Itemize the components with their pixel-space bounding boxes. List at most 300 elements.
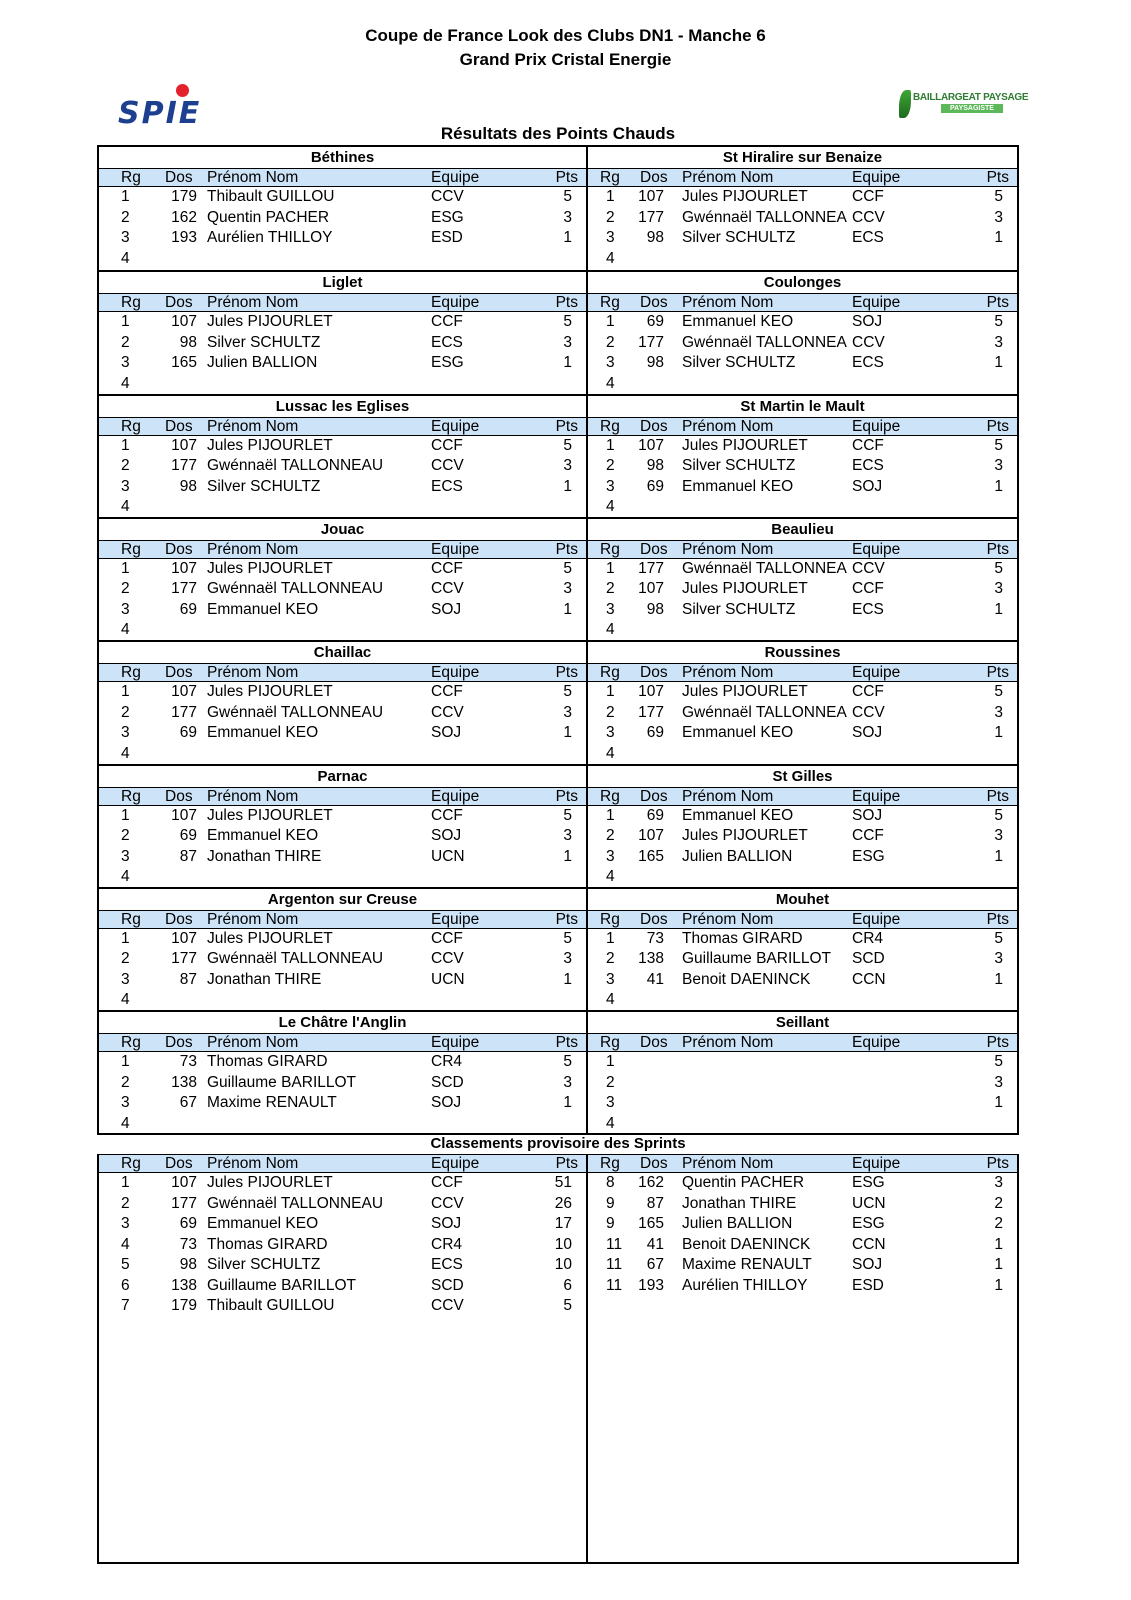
cell-pts: 1 xyxy=(994,229,1003,246)
cell-equipe: SOJ xyxy=(852,806,883,824)
result-block xyxy=(588,1010,1017,1133)
table-row xyxy=(99,702,586,723)
cell-nom: Gwénnaël TALLONNEA xyxy=(682,208,847,226)
col-rg-header: Rg xyxy=(600,787,620,805)
table-row xyxy=(99,1193,586,1214)
cell-dos: 162 xyxy=(171,208,197,226)
result-block xyxy=(99,517,586,640)
cell-rg: 4 xyxy=(606,374,615,392)
cell-nom: Silver SCHULTZ xyxy=(682,229,796,246)
cell-pts: 5 xyxy=(563,1297,572,1314)
col-pts-header: Pts xyxy=(986,1034,1009,1052)
col-equipe-header: Equipe xyxy=(852,1034,901,1052)
cell-rg: 3 xyxy=(121,600,130,618)
cell-nom: Aurélien THILLOY xyxy=(682,1276,808,1294)
cell-equipe: SOJ xyxy=(431,600,462,618)
table-row xyxy=(588,928,1017,949)
cell-equipe: CCV xyxy=(852,333,885,351)
col-pts-header: Pts xyxy=(986,294,1009,312)
cell-nom: Silver SCHULTZ xyxy=(682,600,796,618)
cell-nom: Jules PIJOURLET xyxy=(682,436,808,454)
cell-nom: Jules PIJOURLET xyxy=(207,929,333,947)
cell-rg: 11 xyxy=(606,1276,623,1294)
cell-nom: Gwénnaël TALLONNEAU xyxy=(207,950,384,968)
cell-pts: 3 xyxy=(563,333,572,351)
table-header xyxy=(99,417,586,436)
col-nom-header: Prénom Nom xyxy=(682,1155,774,1172)
col-dos-header: Dos xyxy=(640,910,668,928)
cell-nom: Jules PIJOURLET xyxy=(682,188,808,205)
col-pts-header: Pts xyxy=(986,417,1009,435)
col-equipe-header: Equipe xyxy=(431,1034,480,1052)
cell-pts: 5 xyxy=(563,806,572,824)
cell-rg: 4 xyxy=(606,249,615,267)
cell-equipe: CCV xyxy=(852,559,885,577)
cell-nom: Guillaume BARILLOT xyxy=(682,950,832,968)
cell-rg: 1 xyxy=(606,683,615,701)
col-dos-header: Dos xyxy=(640,417,668,435)
col-equipe-header: Equipe xyxy=(852,787,901,805)
cell-dos: 107 xyxy=(638,683,664,701)
col-nom-header: Prénom Nom xyxy=(682,169,774,186)
col-nom-header: Prénom Nom xyxy=(682,540,774,558)
cell-equipe: SOJ xyxy=(852,1256,883,1273)
cell-pts: 5 xyxy=(994,929,1003,947)
cell-dos: 177 xyxy=(171,457,197,475)
cell-equipe: ECS xyxy=(431,477,463,495)
table-row xyxy=(588,1051,1017,1072)
cell-rg: 11 xyxy=(606,1256,623,1273)
cell-dos: 98 xyxy=(179,477,197,495)
table-row xyxy=(99,1051,586,1072)
col-rg-header: Rg xyxy=(121,664,141,682)
cell-rg: 1 xyxy=(121,806,130,824)
cell-equipe: SOJ xyxy=(852,477,883,495)
cell-pts: 1 xyxy=(994,1094,1003,1112)
block-location: Argenton sur Creuse xyxy=(267,890,418,908)
cell-pts: 5 xyxy=(563,313,572,331)
cell-rg: 2 xyxy=(606,703,615,721)
table-row xyxy=(588,619,1017,640)
col-equipe-header: Equipe xyxy=(431,169,480,186)
col-equipe-header: Equipe xyxy=(852,540,901,558)
cell-rg: 4 xyxy=(121,498,130,516)
cell-rg: 4 xyxy=(606,1114,615,1132)
cell-equipe: CCF xyxy=(431,1174,463,1191)
cell-nom: Benoit DAENINCK xyxy=(682,1235,811,1253)
cell-nom: Aurélien THILLOY xyxy=(207,229,333,246)
cell-nom: Jules PIJOURLET xyxy=(207,683,333,701)
result-block xyxy=(99,147,586,270)
cell-rg: 1 xyxy=(606,313,615,331)
table-row xyxy=(99,989,586,1010)
cell-equipe: SOJ xyxy=(431,827,462,844)
table-header xyxy=(99,540,586,559)
cell-pts: 5 xyxy=(563,683,572,701)
block-location: Mouhet xyxy=(775,890,830,908)
cell-equipe: ESG xyxy=(852,1215,885,1232)
table-row xyxy=(99,846,586,867)
block-location: Liglet xyxy=(322,274,363,292)
cell-nom: Jules PIJOURLET xyxy=(682,580,808,598)
cell-rg: 1 xyxy=(606,559,615,577)
col-rg-header: Rg xyxy=(121,169,141,186)
cell-pts: 1 xyxy=(563,354,572,372)
cell-pts: 3 xyxy=(563,1073,572,1091)
block-location: Béthines xyxy=(310,149,375,166)
table-header xyxy=(99,663,586,682)
cell-equipe: CCV xyxy=(852,703,885,721)
col-nom-header: Prénom Nom xyxy=(207,1155,299,1172)
col-equipe-header: Equipe xyxy=(852,1155,901,1172)
cell-equipe: ESG xyxy=(431,354,464,372)
cell-equipe: ECS xyxy=(852,229,884,246)
cell-rg: 9 xyxy=(606,1194,615,1212)
cell-nom: Jules PIJOURLET xyxy=(207,436,333,454)
cell-rg: 4 xyxy=(121,744,130,762)
cell-dos: 107 xyxy=(171,929,197,947)
col-dos-header: Dos xyxy=(640,1155,668,1172)
table-row xyxy=(99,743,586,764)
cell-rg: 4 xyxy=(121,1235,130,1253)
cell-pts: 3 xyxy=(994,827,1003,844)
cell-pts: 3 xyxy=(994,950,1003,968)
table-row xyxy=(588,1113,1017,1134)
cell-equipe: CCF xyxy=(852,683,884,701)
table-header xyxy=(99,910,586,929)
cell-rg: 2 xyxy=(121,457,130,475)
cell-equipe: CR4 xyxy=(431,1235,463,1253)
col-rg-header: Rg xyxy=(600,169,620,186)
col-dos-header: Dos xyxy=(640,294,668,312)
cell-dos: 177 xyxy=(638,559,664,577)
table-header xyxy=(99,168,586,187)
cell-rg: 4 xyxy=(606,621,615,639)
cell-rg: 3 xyxy=(121,1094,130,1112)
col-pts-header: Pts xyxy=(986,787,1009,805)
cell-rg: 7 xyxy=(121,1297,130,1314)
points-chauds-title: Résultats des Points Chauds xyxy=(440,124,676,143)
block-location: St Gilles xyxy=(772,767,833,785)
col-nom-header: Prénom Nom xyxy=(682,417,774,435)
col-equipe-header: Equipe xyxy=(431,294,480,312)
cell-pts: 3 xyxy=(563,950,572,968)
cell-nom: Gwénnaël TALLONNEA xyxy=(682,559,847,577)
col-rg-header: Rg xyxy=(600,417,620,435)
cell-pts: 1 xyxy=(994,477,1003,495)
col-pts-header: Pts xyxy=(986,540,1009,558)
cell-rg: 3 xyxy=(121,354,130,372)
cell-rg: 1 xyxy=(121,436,130,454)
cell-equipe: CCN xyxy=(852,1235,886,1253)
cell-rg: 2 xyxy=(606,457,615,475)
cell-pts: 1 xyxy=(994,970,1003,988)
cell-nom: Thibault GUILLOU xyxy=(207,188,335,205)
cell-dos: 73 xyxy=(179,1053,197,1071)
cell-pts: 2 xyxy=(994,1215,1003,1232)
cell-pts: 3 xyxy=(994,208,1003,226)
col-dos-header: Dos xyxy=(165,1034,193,1052)
col-nom-header: Prénom Nom xyxy=(207,540,299,558)
cell-dos: 107 xyxy=(171,313,197,331)
cell-dos: 107 xyxy=(171,436,197,454)
block-location: Chaillac xyxy=(313,644,372,662)
cell-rg: 4 xyxy=(606,991,615,1009)
cell-dos: 177 xyxy=(171,580,197,598)
cell-nom: Emmanuel KEO xyxy=(207,600,319,618)
cell-nom: Benoit DAENINCK xyxy=(682,970,811,988)
table-row xyxy=(99,311,586,332)
cell-equipe: SCD xyxy=(431,1276,464,1294)
cell-nom: Guillaume BARILLOT xyxy=(207,1073,357,1091)
cell-dos: 138 xyxy=(638,950,664,968)
cell-dos: 41 xyxy=(646,1235,664,1253)
cell-dos: 69 xyxy=(179,1215,197,1232)
cell-rg: 2 xyxy=(121,827,130,844)
table-row xyxy=(588,948,1017,969)
cell-equipe: CCV xyxy=(852,208,885,226)
table-row xyxy=(99,476,586,497)
cell-pts: 1 xyxy=(563,229,572,246)
cell-nom: Silver SCHULTZ xyxy=(207,1256,321,1273)
col-pts-header: Pts xyxy=(555,294,578,312)
cell-pts: 51 xyxy=(554,1174,572,1191)
cell-dos: 73 xyxy=(646,929,664,947)
block-location: St Hiralire sur Benaize xyxy=(722,149,883,166)
cell-pts: 5 xyxy=(994,188,1003,205)
col-pts-header: Pts xyxy=(555,910,578,928)
block-location: Lussac les Eglises xyxy=(275,397,410,415)
table-header xyxy=(588,663,1017,682)
cell-rg: 4 xyxy=(606,744,615,762)
cell-rg: 2 xyxy=(121,208,130,226)
cell-equipe: UCN xyxy=(431,970,465,988)
col-dos-header: Dos xyxy=(165,417,193,435)
cell-nom: Jules PIJOURLET xyxy=(207,559,333,577)
col-rg-header: Rg xyxy=(600,1155,620,1172)
col-equipe-header: Equipe xyxy=(852,910,901,928)
cell-rg: 2 xyxy=(121,703,130,721)
result-block xyxy=(588,270,1017,393)
cell-pts: 3 xyxy=(563,703,572,721)
cell-rg: 3 xyxy=(606,354,615,372)
table-row xyxy=(99,207,586,228)
cell-dos: 98 xyxy=(646,457,664,475)
cell-equipe: CCV xyxy=(431,188,464,205)
cell-pts: 3 xyxy=(994,333,1003,351)
cell-dos: 87 xyxy=(179,970,197,988)
cell-dos: 138 xyxy=(171,1073,197,1091)
table-row xyxy=(99,681,586,702)
cell-pts: 10 xyxy=(554,1235,572,1253)
col-equipe-header: Equipe xyxy=(431,664,480,682)
cell-equipe: CCV xyxy=(431,457,464,475)
col-equipe-header: Equipe xyxy=(431,1155,480,1172)
cell-equipe: SOJ xyxy=(431,724,462,742)
table-row xyxy=(588,846,1017,867)
cell-dos: 165 xyxy=(638,847,664,865)
table-row xyxy=(588,969,1017,990)
col-rg-header: Rg xyxy=(600,540,620,558)
block-location: Roussines xyxy=(764,644,841,662)
table-row xyxy=(588,1072,1017,1093)
cell-dos: 177 xyxy=(638,333,664,351)
cell-equipe: CCF xyxy=(852,827,884,844)
col-equipe-header: Equipe xyxy=(431,540,480,558)
classement-title: Classements provisoire des Sprints xyxy=(430,1135,686,1152)
cell-equipe: CCF xyxy=(852,436,884,454)
cell-rg: 9 xyxy=(606,1215,615,1232)
cell-dos: 67 xyxy=(646,1256,664,1273)
cell-pts: 5 xyxy=(994,313,1003,331)
cell-pts: 1 xyxy=(563,724,572,742)
cell-equipe: CCF xyxy=(431,929,463,947)
cell-rg: 4 xyxy=(121,991,130,1009)
cell-nom: Gwénnaël TALLONNEAU xyxy=(207,580,384,598)
table-row xyxy=(99,186,586,207)
cell-rg: 2 xyxy=(606,1073,615,1091)
cell-rg: 2 xyxy=(606,333,615,351)
table-row xyxy=(588,1275,1017,1296)
col-rg-header: Rg xyxy=(121,1155,141,1172)
cell-pts: 3 xyxy=(563,827,572,844)
table-row xyxy=(99,373,586,394)
block-location: Seillant xyxy=(775,1014,830,1032)
cell-dos: 69 xyxy=(646,477,664,495)
cell-dos: 107 xyxy=(171,683,197,701)
table-row xyxy=(588,1193,1017,1214)
cell-nom: Emmanuel KEO xyxy=(682,806,794,824)
col-rg-header: Rg xyxy=(121,417,141,435)
cell-rg: 2 xyxy=(606,580,615,598)
table-row xyxy=(588,248,1017,269)
cell-equipe: CCF xyxy=(431,683,463,701)
table-row xyxy=(99,619,586,640)
cell-nom: Emmanuel KEO xyxy=(682,477,794,495)
cell-nom: Silver SCHULTZ xyxy=(207,477,321,495)
cell-dos: 98 xyxy=(179,333,197,351)
table-row xyxy=(99,352,586,373)
cell-rg: 4 xyxy=(606,868,615,885)
cell-dos: 177 xyxy=(171,950,197,968)
table-row xyxy=(588,989,1017,1010)
col-pts-header: Pts xyxy=(986,169,1009,186)
table-row xyxy=(588,702,1017,723)
cell-nom: Jules PIJOURLET xyxy=(207,806,333,824)
cell-nom: Gwénnaël TALLONNEA xyxy=(682,333,847,351)
cell-pts: 1 xyxy=(994,600,1003,618)
cell-rg: 1 xyxy=(606,188,615,205)
cell-pts: 1 xyxy=(994,1235,1003,1253)
cell-rg: 3 xyxy=(121,477,130,495)
result-block xyxy=(99,394,586,517)
block-location: Jouac xyxy=(320,520,365,538)
table-row xyxy=(99,866,586,887)
cell-nom: Emmanuel KEO xyxy=(207,724,319,742)
cell-nom: Silver SCHULTZ xyxy=(207,333,321,351)
cell-dos: 138 xyxy=(171,1276,197,1294)
cell-rg: 1 xyxy=(121,1174,130,1191)
cell-nom: Jules PIJOURLET xyxy=(682,827,808,844)
table-row xyxy=(99,1113,586,1134)
cell-pts: 3 xyxy=(994,457,1003,475)
cell-rg: 4 xyxy=(121,374,130,392)
col-pts-header: Pts xyxy=(555,664,578,682)
col-nom-header: Prénom Nom xyxy=(682,1034,774,1052)
cell-rg: 1 xyxy=(606,1053,615,1071)
cell-pts: 5 xyxy=(994,683,1003,701)
table-row xyxy=(588,332,1017,353)
cell-rg: 2 xyxy=(121,950,130,968)
cell-dos: 177 xyxy=(638,703,664,721)
cell-nom: Gwénnaël TALLONNEAU xyxy=(207,457,384,475)
col-equipe-header: Equipe xyxy=(852,294,901,312)
table-row xyxy=(99,1072,586,1093)
cell-rg: 4 xyxy=(121,249,130,267)
table-row xyxy=(99,1275,586,1296)
table-row xyxy=(99,825,586,846)
cell-rg: 3 xyxy=(121,1215,130,1232)
cell-pts: 26 xyxy=(554,1194,572,1212)
cell-nom: Silver SCHULTZ xyxy=(682,354,796,372)
cell-equipe: UCN xyxy=(431,847,465,865)
table-row xyxy=(99,435,586,456)
cell-dos: 107 xyxy=(171,1174,197,1191)
table-row xyxy=(99,455,586,476)
cell-rg: 4 xyxy=(121,1114,130,1132)
cell-nom: Emmanuel KEO xyxy=(207,1215,319,1232)
cell-equipe: ESG xyxy=(431,208,464,226)
spie-logo xyxy=(118,84,222,131)
result-block xyxy=(99,270,586,393)
table-row xyxy=(588,435,1017,456)
table-header xyxy=(99,787,586,806)
cell-pts: 5 xyxy=(994,806,1003,824)
result-block xyxy=(99,764,586,887)
col-dos-header: Dos xyxy=(640,787,668,805)
cell-nom: Julien BALLION xyxy=(207,354,318,372)
cell-dos: 107 xyxy=(638,436,664,454)
table-row xyxy=(99,948,586,969)
col-nom-header: Prénom Nom xyxy=(207,1034,299,1052)
cell-pts: 5 xyxy=(994,436,1003,454)
table-header xyxy=(588,293,1017,312)
cell-rg: 1 xyxy=(606,436,615,454)
col-pts-header: Pts xyxy=(986,1155,1009,1172)
cell-rg: 2 xyxy=(121,1073,130,1091)
cell-nom: Julien BALLION xyxy=(682,1215,793,1232)
table-row xyxy=(99,1213,586,1234)
cell-nom: Jonathan THIRE xyxy=(682,1194,797,1212)
cell-dos: 107 xyxy=(638,188,664,205)
cell-nom: Gwénnaël TALLONNEAU xyxy=(207,703,384,721)
result-block xyxy=(588,764,1017,887)
cell-pts: 5 xyxy=(994,1053,1003,1071)
cell-equipe: SOJ xyxy=(852,724,883,742)
result-block xyxy=(99,887,586,1010)
table-row xyxy=(588,805,1017,826)
cell-dos: 87 xyxy=(179,847,197,865)
cell-equipe: CCF xyxy=(431,806,463,824)
result-block xyxy=(588,147,1017,270)
cell-equipe: ECS xyxy=(431,1256,463,1273)
cell-dos: 98 xyxy=(179,1256,197,1273)
cell-dos: 177 xyxy=(171,1194,197,1212)
cell-nom: Gwénnaël TALLONNEAU xyxy=(207,1194,384,1212)
cell-pts: 3 xyxy=(994,1174,1003,1191)
table-row xyxy=(99,599,586,620)
document-subtitle: Grand Prix Cristal Energie xyxy=(459,50,672,69)
